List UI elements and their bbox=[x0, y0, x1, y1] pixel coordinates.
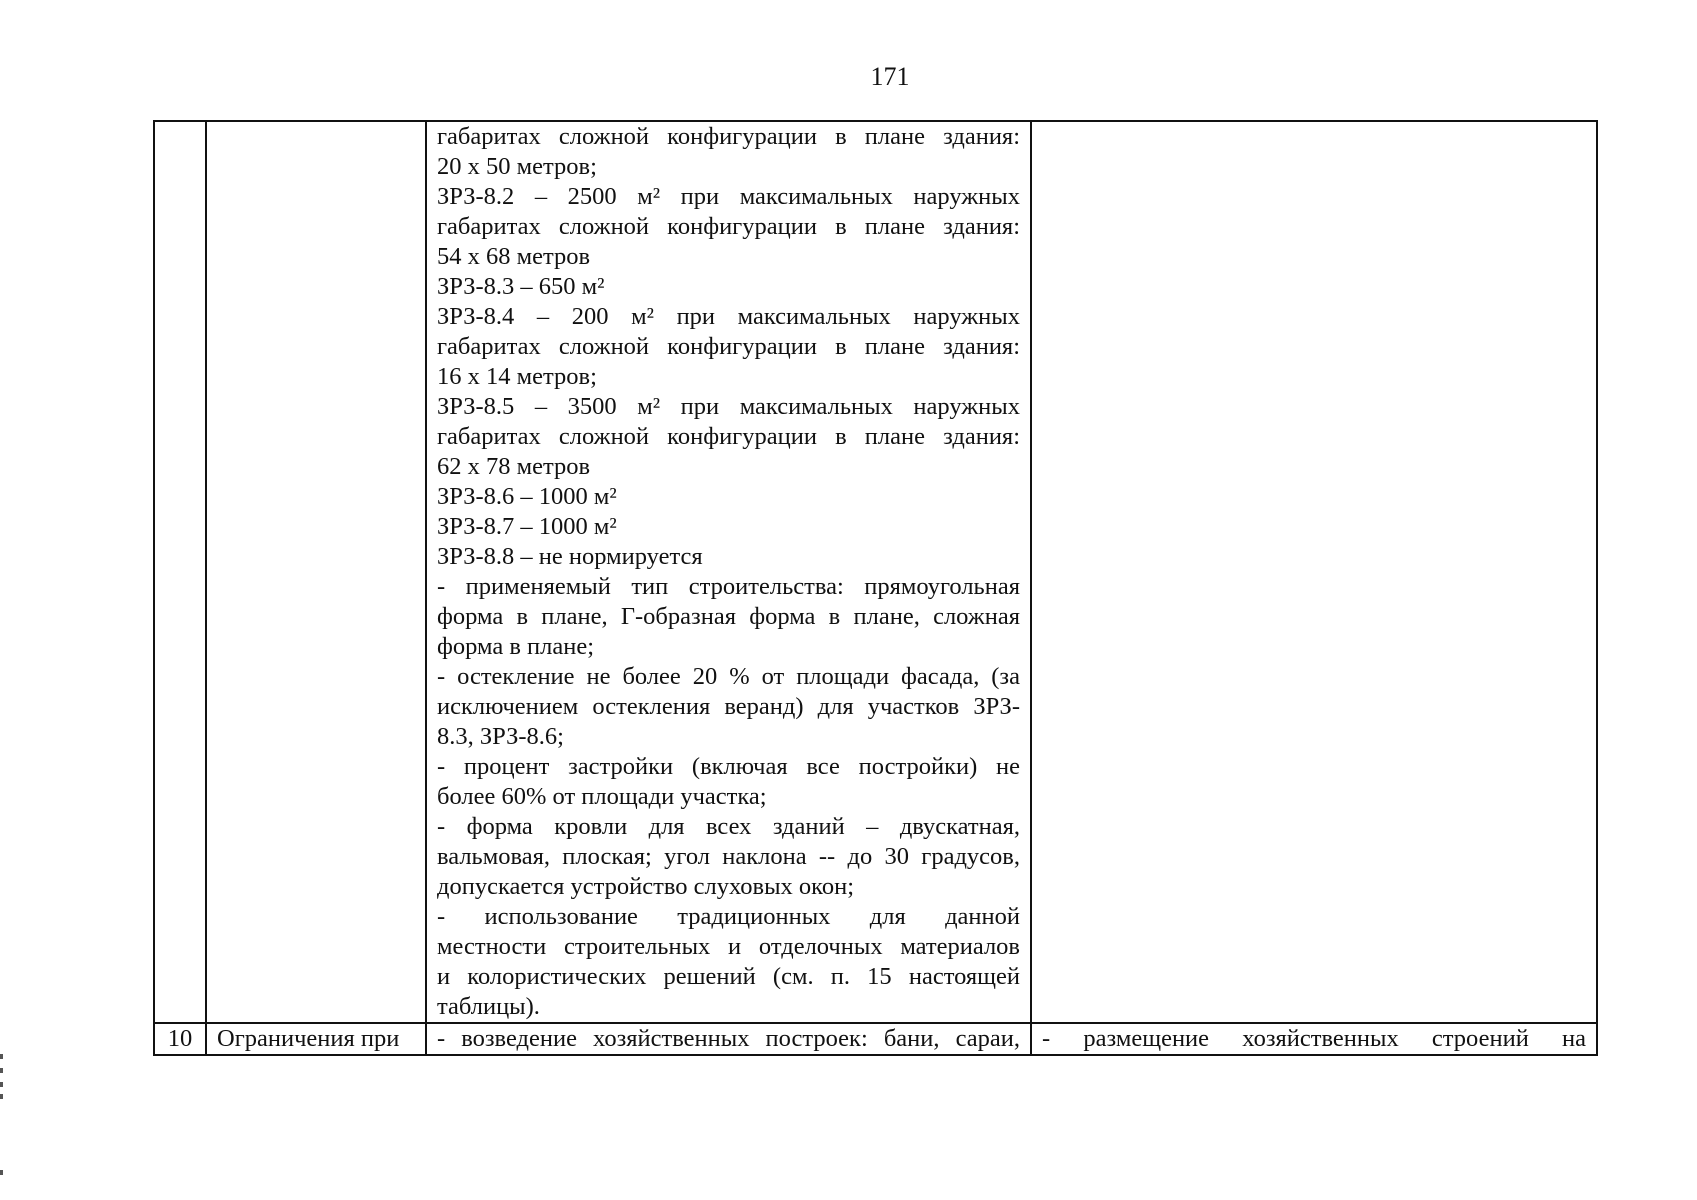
requirements-line: более 60% от площади участка; bbox=[437, 783, 767, 810]
requirements-line: вальмовая, плоская; угол наклона -- до 30 градусов, bbox=[437, 843, 1020, 870]
table-row-10 bbox=[154, 1023, 1597, 1055]
page-number: 171 bbox=[870, 62, 910, 91]
requirements-line: ЗРЗ-8.7 – 1000 м² bbox=[437, 513, 617, 540]
requirements-line: местности строительных и отделочных материалов bbox=[437, 933, 1020, 960]
requirements-line: - остекление не более 20 % от площади фасада, (за bbox=[437, 663, 1020, 690]
requirements-line: 20 х 50 метров; bbox=[437, 153, 597, 180]
requirements-line: габаритах сложной конфигурации в плане здания: bbox=[437, 333, 1020, 360]
scan-margin-mark bbox=[0, 1170, 3, 1175]
requirements-line: 8.3, ЗРЗ-8.6; bbox=[437, 723, 564, 750]
requirements-line: габаритах сложной конфигурации в плане здания: bbox=[437, 423, 1020, 450]
requirements-line: габаритах сложной конфигурации в плане здания: bbox=[437, 213, 1020, 240]
notes-cell bbox=[1031, 1023, 1597, 1055]
requirements-line: ЗРЗ-8.4 – 200 м² при максимальных наружных bbox=[437, 303, 1020, 330]
requirements-line: форма в плане, Г-образная форма в плане, сложная bbox=[437, 603, 1020, 630]
requirements-line: 54 х 68 метров bbox=[437, 243, 591, 270]
requirements-line: ЗРЗ-8.2 – 2500 м² при максимальных наружных bbox=[437, 183, 1020, 210]
requirements-line: 16 х 14 метров; bbox=[437, 363, 597, 390]
row-name-cell bbox=[206, 121, 426, 1023]
requirements-line: ЗРЗ-8.6 – 1000 м² bbox=[437, 483, 617, 510]
requirements-line: 62 х 78 метров bbox=[437, 453, 591, 480]
requirements-line: исключением остекления веранд) для участков ЗРЗ- bbox=[437, 693, 1020, 720]
table-row-continued bbox=[154, 121, 1597, 1023]
requirements-line: ЗРЗ-8.8 – не нормируется bbox=[437, 543, 703, 570]
notes-text: - размещение хозяйственных строений на bbox=[1042, 1025, 1586, 1052]
requirements-line: - процент застройки (включая все постройки) не bbox=[437, 753, 1020, 780]
requirements-line: ЗРЗ-8.5 – 3500 м² при максимальных наружных bbox=[437, 393, 1020, 420]
requirements-line: - форма кровли для всех зданий – двускатная, bbox=[437, 813, 1020, 840]
notes-cell bbox=[1031, 121, 1597, 1023]
requirements-line: - применяемый тип строительства: прямоугольная bbox=[437, 573, 1020, 600]
row-name-cell: Ограничения при bbox=[206, 1023, 426, 1055]
scan-margin-mark bbox=[0, 1068, 3, 1073]
scan-margin-mark bbox=[0, 1082, 3, 1087]
scan-margin-mark bbox=[0, 1054, 3, 1059]
requirements-line: - использование традиционных для данной bbox=[437, 903, 1020, 930]
requirements-line: форма в плане; bbox=[437, 633, 595, 660]
regulations-table bbox=[153, 120, 1598, 1056]
scan-margin-mark bbox=[0, 1094, 3, 1099]
row-number-cell: 10 bbox=[154, 1023, 206, 1055]
requirements-line: допускается устройство слуховых окон; bbox=[437, 873, 855, 900]
requirements-line: ЗРЗ-8.3 – 650 м² bbox=[437, 273, 605, 300]
requirements-line: габаритах сложной конфигурации в плане здания: bbox=[437, 123, 1020, 150]
requirements-cell bbox=[426, 121, 1031, 1023]
requirements-line: таблицы). bbox=[437, 993, 540, 1020]
requirements-cell bbox=[426, 1023, 1031, 1055]
requirements-text: - возведение хозяйственных построек: бани, сараи, bbox=[437, 1025, 1020, 1052]
row-number-cell bbox=[154, 121, 206, 1023]
requirements-line: и колористических решений (см. п. 15 настоящей bbox=[437, 963, 1020, 990]
